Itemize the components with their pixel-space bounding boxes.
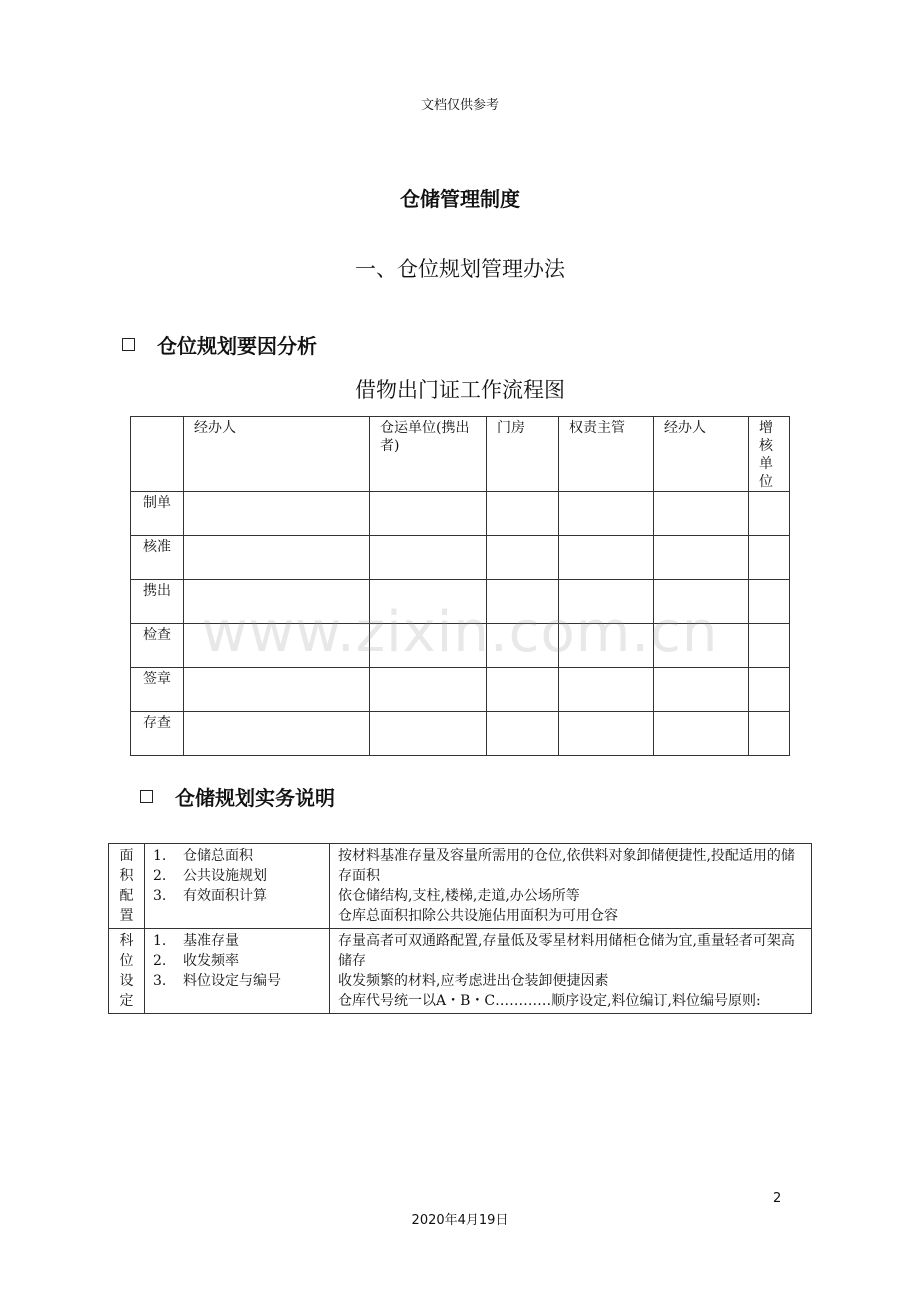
- table-cell: [370, 492, 487, 536]
- table-row: [109, 929, 812, 1014]
- column-header: 增核单位: [749, 417, 790, 492]
- table-cell: [559, 668, 654, 712]
- page-number: 2: [773, 1191, 782, 1206]
- checkbox-square-icon: [140, 790, 153, 803]
- heading-text: 仓储规划实务说明: [175, 786, 335, 810]
- table-cell: [370, 536, 487, 580]
- checkbox-square-icon: [122, 338, 135, 351]
- table-cell: [184, 536, 370, 580]
- document-title: 仓储管理制度: [400, 187, 520, 211]
- table-cell: [749, 668, 790, 712]
- table-cell: [559, 536, 654, 580]
- row-label: 签章: [131, 668, 184, 712]
- items-cell: [145, 844, 330, 929]
- list-item: 2. 公共设施规划: [153, 868, 267, 884]
- description-line: 按材料基准存量及容量所需用的仓位,依供料对象卸储便捷性,投配适用的储存面积: [338, 848, 795, 884]
- category-cell: [109, 844, 145, 929]
- description-line: 依仓储结构,支柱,楼梯,走道,办公场所等: [338, 888, 580, 904]
- table-cell: [654, 668, 749, 712]
- column-header: 经办人: [654, 417, 749, 492]
- description-line: 仓库总面积扣除公共设施佔用面积为可用仓容: [338, 908, 618, 924]
- table-cell: [184, 712, 370, 756]
- table-cell: [749, 712, 790, 756]
- items-cell: [145, 929, 330, 1014]
- table-cell: [184, 668, 370, 712]
- watermark: www.zixin.com.cn: [201, 600, 719, 665]
- category-label: 面积配置: [119, 848, 134, 924]
- table-cell: [749, 492, 790, 536]
- table-row: [131, 668, 790, 712]
- footer-date: 2020年4月19日: [411, 1213, 509, 1228]
- list-item: 2. 收发频率: [153, 953, 239, 969]
- row-label: 核准: [131, 536, 184, 580]
- corner-cell: [131, 417, 184, 492]
- table-cell: [487, 712, 559, 756]
- row-label: 携出: [131, 580, 184, 624]
- heading-text: 仓位规划要因分析: [157, 334, 317, 358]
- section-title: 一、仓位规划管理办法: [355, 257, 565, 281]
- description-line: 仓库代号统一以A・B・C…………顺序设定,料位编订,料位编号原则:: [338, 993, 761, 1009]
- description-line: 收发频繁的材料,应考虑进出仓装卸便捷因素: [338, 973, 609, 989]
- list-item: 1. 仓储总面积: [153, 848, 253, 864]
- table-cell: [749, 536, 790, 580]
- table-cell: [184, 492, 370, 536]
- list-item: 3. 有效面积计算: [153, 888, 267, 904]
- row-label: 存查: [131, 712, 184, 756]
- row-label: 检查: [131, 624, 184, 668]
- table-cell: [370, 712, 487, 756]
- row-label: 制单: [131, 492, 184, 536]
- table-cell: [487, 536, 559, 580]
- table-header-row: [131, 417, 790, 492]
- description-cell: [330, 844, 812, 929]
- table-row: [109, 844, 812, 929]
- table-cell: [654, 492, 749, 536]
- description-cell: [330, 929, 812, 1014]
- list-item: 3. 料位设定与编号: [153, 973, 281, 989]
- category-cell: [109, 929, 145, 1014]
- table-cell: [654, 712, 749, 756]
- column-header: 经办人: [184, 417, 370, 492]
- column-header: 门房: [487, 417, 559, 492]
- column-header: 权责主管: [559, 417, 654, 492]
- header-note: 文档仅供参考: [420, 98, 499, 113]
- heading-practice-description: [140, 782, 335, 811]
- practice-table: [108, 843, 812, 1014]
- description-line: 存量高者可双通路配置,存量低及零星材料用储柜仓储为宜,重量轻者可架高储存: [338, 933, 795, 969]
- table-row: [131, 492, 790, 536]
- table-cell: [487, 492, 559, 536]
- table-cell: [654, 536, 749, 580]
- table-row: [131, 712, 790, 756]
- table-cell: [559, 712, 654, 756]
- column-header: 仓运单位(携出者): [370, 417, 487, 492]
- heading-requirement-analysis: [122, 330, 317, 359]
- category-label: 科位设定: [119, 933, 134, 1009]
- table-row: [131, 536, 790, 580]
- table-caption: 借物出门证工作流程图: [355, 378, 565, 402]
- table-cell: [370, 668, 487, 712]
- table-cell: [487, 668, 559, 712]
- list-item: 1. 基准存量: [153, 933, 239, 949]
- table-cell: [559, 492, 654, 536]
- flow-table: [130, 416, 790, 756]
